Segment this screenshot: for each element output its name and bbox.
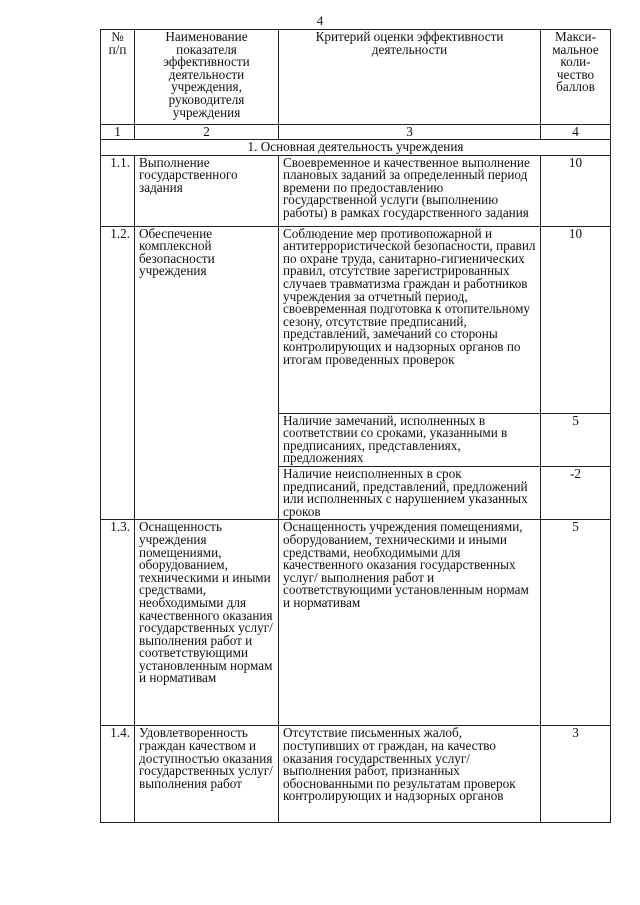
header-indicator-cell [135, 30, 279, 125]
table-row [101, 226, 611, 413]
column-number: 3 [279, 125, 541, 140]
header-indicator-label: Наименование показателя эффективности деятельности учреждения, руководителя учреждения [163, 29, 250, 120]
table-row [101, 726, 611, 823]
criterion-cell: Отсутствие письменных жалоб, поступивших от граждан, на качество оказания государственных услуг/выполнения работ, признанных обоснованными по результатам проверок контролирующих и надзорных органов [279, 726, 541, 823]
header-score-cell [541, 30, 611, 125]
row-number: 1.2. [101, 226, 135, 520]
column-number: 2 [135, 125, 279, 140]
section-title: 1. Основная деятельность учреждения [101, 140, 611, 156]
criterion-cell: Наличие неисполненных в срок предписаний, представлений, предложений или исполненных с нарушением указанных сроков [279, 466, 541, 519]
column-number: 4 [541, 125, 611, 140]
header-number-cell [101, 30, 135, 125]
row-number: 1.4. [101, 726, 135, 823]
efficiency-criteria-table [100, 29, 611, 823]
table-row [101, 520, 611, 726]
table-header-row [101, 30, 611, 125]
criterion-cell: Соблюдение мер противопожарной и антитеррористической безопасности, правил по охране труда, санитарно-гигиенических правил, отсутствие зарегистрированных случаев травматизма граждан и работников учреждения за отчетный период, своевременная подготовка к отопительному сезону, отсутствие предписаний, представлений, замечаний со стороны контролирующих и надзорных органов по итогам проведенных проверок [279, 226, 541, 413]
row-number: 1.3. [101, 520, 135, 726]
header-score-label: Макси-мальное коли-чество баллов [552, 29, 599, 95]
header-criterion-label: Критерий оценки эффективности деятельности [315, 29, 504, 57]
header-criterion-cell [279, 30, 541, 125]
page-number: 4 [316, 13, 324, 28]
score-cell: 3 [541, 726, 611, 823]
column-number: 1 [101, 125, 135, 140]
header-number-label: № п/п [108, 29, 127, 57]
row-number: 1.1. [101, 155, 135, 226]
column-numbers-row [101, 125, 611, 140]
criterion-cell: Оснащенность учреждения помещениями, оборудованием, техническими и иными средствами, необходимыми для качественного оказания государственных услуг/ выполнения работ и соответствующими установленным нормам и нормативам [279, 520, 541, 726]
score-cell: -2 [541, 466, 611, 519]
indicator-cell: Обеспечение комплексной безопасности учреждения [135, 226, 279, 520]
criterion-cell: Наличие замечаний, исполненных в соответствии со сроками, указанными в предписаниях, представлениях, предложениях [279, 413, 541, 466]
indicator-cell: Выполнение государственного задания [135, 155, 279, 226]
score-cell: 10 [541, 226, 611, 413]
table-row [101, 155, 611, 226]
indicator-cell: Удовлетворенность граждан качеством и доступностью оказания государственных услуг/выполнения работ [135, 726, 279, 823]
section-row [101, 140, 611, 156]
score-cell: 5 [541, 520, 611, 726]
score-cell: 10 [541, 155, 611, 226]
indicator-cell: Оснащенность учреждения помещениями, оборудованием, техническими и иными средствами, необходимыми для качественного оказания государственных услуг/ выполнения работ и соответствующими установленным нормам и нормативам [135, 520, 279, 726]
criterion-cell: Своевременное и качественное выполнение плановых заданий за определенный период времени по предоставлению государственной услуги (выполнению работы) в рамках государственного задания [279, 155, 541, 226]
score-cell: 5 [541, 413, 611, 466]
